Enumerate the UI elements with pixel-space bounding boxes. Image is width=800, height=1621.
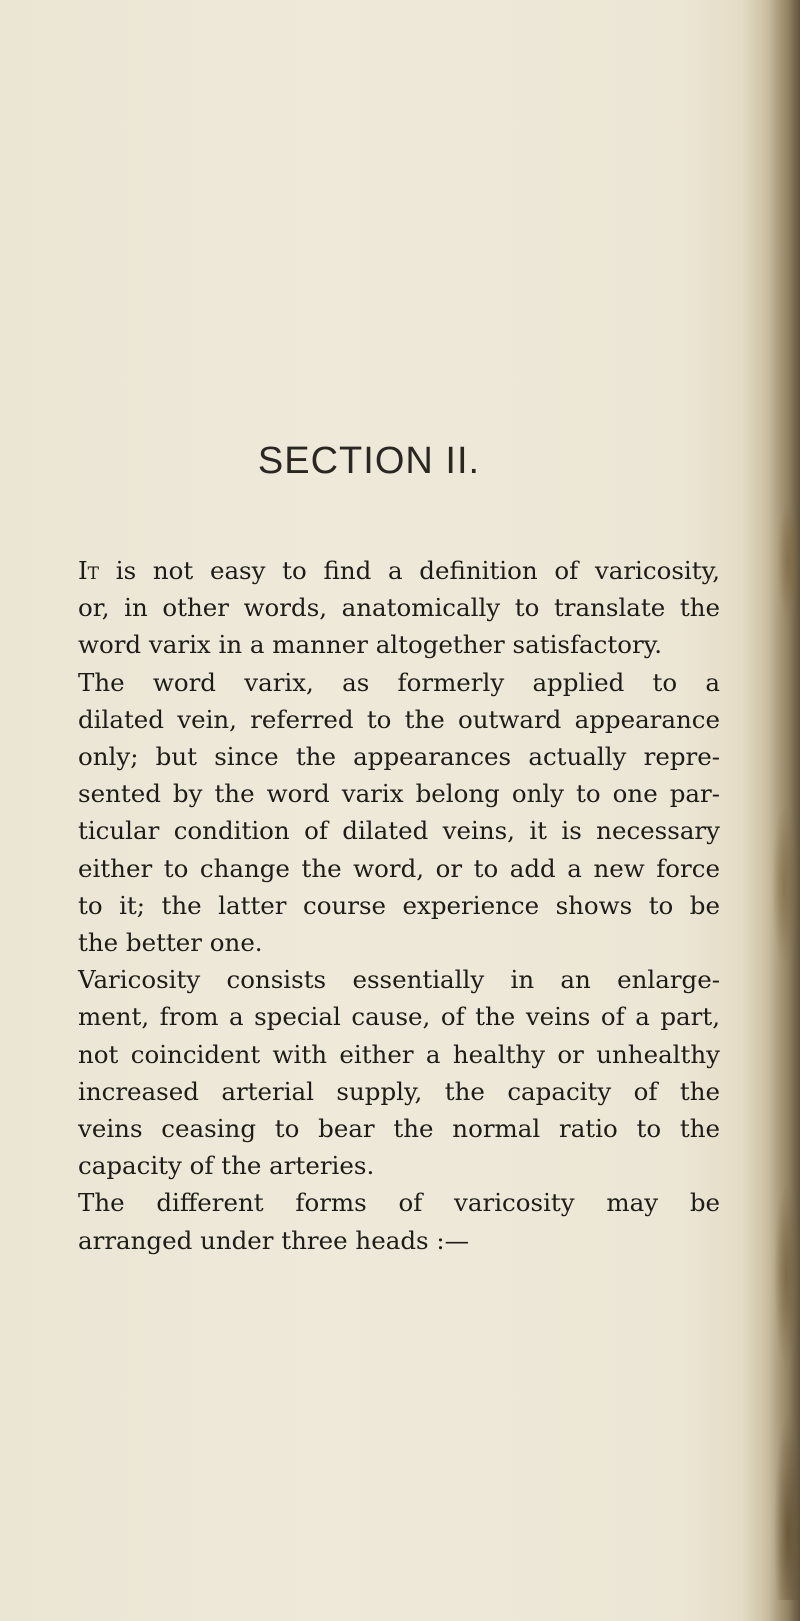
text-line: either to change the word, or to add a new force xyxy=(78,853,720,883)
body-text xyxy=(78,552,720,1259)
text-line: ment, from a special cause, of the veins of a part, xyxy=(78,1002,720,1032)
text-line: to it; the latter course experience shows to be xyxy=(78,890,720,920)
text-line: not coincident with either a healthy or unhealthy xyxy=(78,1039,720,1069)
text-line: It is not easy to find a definition of varicosity, xyxy=(78,556,720,585)
paragraph-4 xyxy=(78,1184,720,1258)
text-line: Varicosity consists essentially in an enlarge- xyxy=(78,965,720,995)
paragraph-1 xyxy=(78,552,720,664)
paragraph-2 xyxy=(78,664,720,962)
text-line: dilated vein, referred to the outward appearance xyxy=(78,704,720,734)
text-line: veins ceasing to bear the normal ratio to the xyxy=(78,1114,720,1144)
section-heading: SECTION II. xyxy=(257,440,481,482)
text-line: The word varix, as formerly applied to a xyxy=(78,667,720,697)
text-line: word varix in a manner altogether satisfactory. xyxy=(78,630,663,660)
text-line: the better one. xyxy=(78,928,263,958)
text-line: sented by the word varix belong only to one par- xyxy=(78,779,720,809)
paragraph-3 xyxy=(78,961,720,1184)
opening-word: It xyxy=(78,556,100,585)
text-line: arranged under three heads :— xyxy=(78,1225,470,1255)
text-line: The different forms of varicosity may be xyxy=(78,1188,720,1218)
text-line: only; but since the appearances actually repre- xyxy=(78,742,720,772)
text-line: increased arterial supply, the capacity of the xyxy=(78,1076,720,1106)
text-line: ticular condition of dilated veins, it is necessary xyxy=(78,816,720,846)
text-line: or, in other words, anatomically to translate the xyxy=(78,593,720,623)
text-line: capacity of the arteries. xyxy=(78,1151,375,1181)
page-edge-stains xyxy=(760,300,800,1600)
